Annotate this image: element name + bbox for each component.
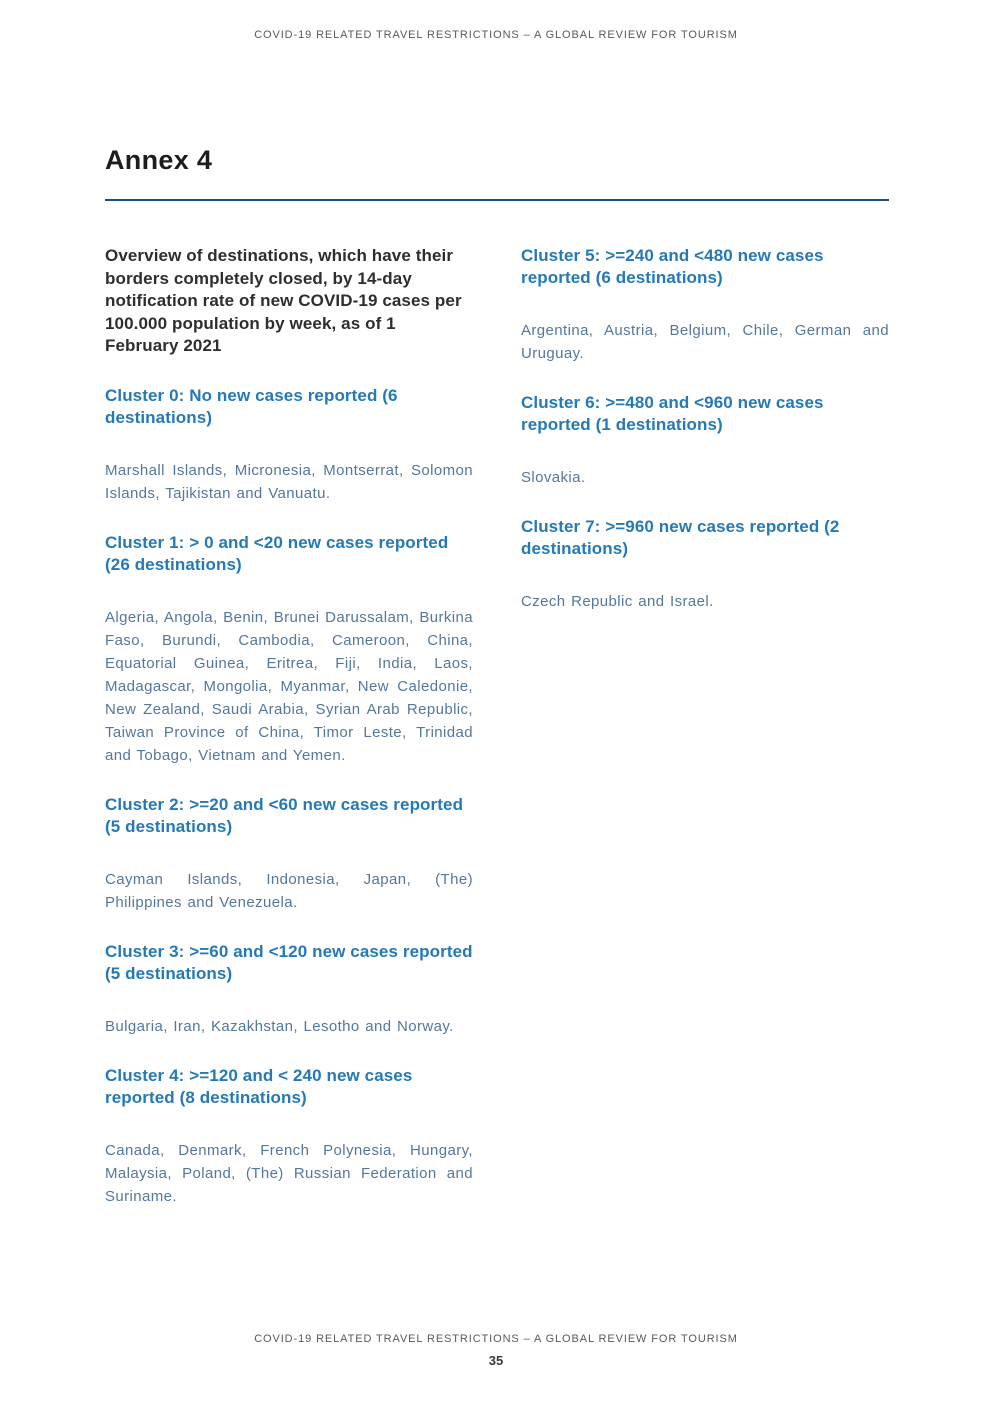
cluster-body: Algeria, Angola, Benin, Brunei Darussalam, Burkina Faso, Burundi, Cambodia, Cameroon, China, Equatorial Guinea, Eritrea, Fiji, India, Laos, Madagascar, Mongolia, Myanmar, New Caledonie, New Zealand, Saudi Arabia, Syrian Arab Republic, Taiwan Province of China, Timor Leste, Trinidad and Tobago, Vietnam and Yemen. [105, 608, 473, 764]
cluster-body: Marshall Islands, Micronesia, Montserrat, Solomon Islands, Tajikistan and Vanuatu. [105, 461, 473, 502]
cluster-body: Czech Republic and Israel. [521, 593, 714, 610]
cluster-heading: Cluster 4: >=120 and < 240 new cases reported (8 destinations) [105, 1065, 413, 1107]
cluster-section-5 [521, 245, 889, 365]
cluster-section-3 [105, 941, 473, 1038]
page-title: Annex 4 [105, 145, 213, 175]
intro-paragraph: Overview of destinations, which have their borders completely closed, by 14-day notification rate of new COVID-19 cases per 100.000 population by week, as of 1 February 2021 [105, 246, 462, 356]
cluster-body: Cayman Islands, Indonesia, Japan, (The) Philippines and Venezuela. [105, 870, 473, 911]
cluster-heading: Cluster 7: >=960 new cases reported (2 destinations) [521, 517, 840, 558]
cluster-body: Bulgaria, Iran, Kazakhstan, Lesotho and Norway. [105, 1017, 454, 1035]
cluster-heading: Cluster 6: >=480 and <960 new cases reported (1 destinations) [521, 393, 824, 434]
cluster-heading: Cluster 0: No new cases reported (6 destinations) [105, 385, 398, 427]
cluster-section-2 [105, 794, 473, 914]
page-content [105, 143, 889, 1235]
cluster-body: Argentina, Austria, Belgium, Chile, German and Uruguay. [521, 322, 889, 362]
running-header: COVID-19 RELATED TRAVEL RESTRICTIONS – A GLOBAL REVIEW FOR TOURISM [254, 29, 738, 41]
content-columns [105, 245, 889, 1235]
cluster-section-4 [105, 1065, 473, 1208]
running-footer: COVID-19 RELATED TRAVEL RESTRICTIONS – A GLOBAL REVIEW FOR TOURISM [254, 1333, 738, 1345]
right-column [521, 245, 889, 1235]
cluster-section-1 [105, 532, 473, 767]
cluster-heading: Cluster 2: >=20 and <60 new cases reported (5 destinations) [105, 794, 464, 836]
title-rule [105, 199, 889, 201]
left-column [105, 245, 473, 1235]
cluster-section-7 [521, 516, 889, 613]
cluster-heading: Cluster 1: > 0 and <20 new cases reported (26 destinations) [105, 532, 449, 574]
cluster-section-6 [521, 392, 889, 489]
cluster-body: Slovakia. [521, 469, 586, 486]
cluster-body: Canada, Denmark, French Polynesia, Hungary, Malaysia, Poland, (The) Russian Federation and Suriname. [105, 1141, 473, 1205]
page-number: 35 [488, 1353, 504, 1368]
cluster-heading: Cluster 5: >=240 and <480 new cases reported (6 destinations) [521, 246, 824, 287]
cluster-section-0 [105, 385, 473, 505]
cluster-heading: Cluster 3: >=60 and <120 new cases reported (5 destinations) [105, 941, 473, 983]
